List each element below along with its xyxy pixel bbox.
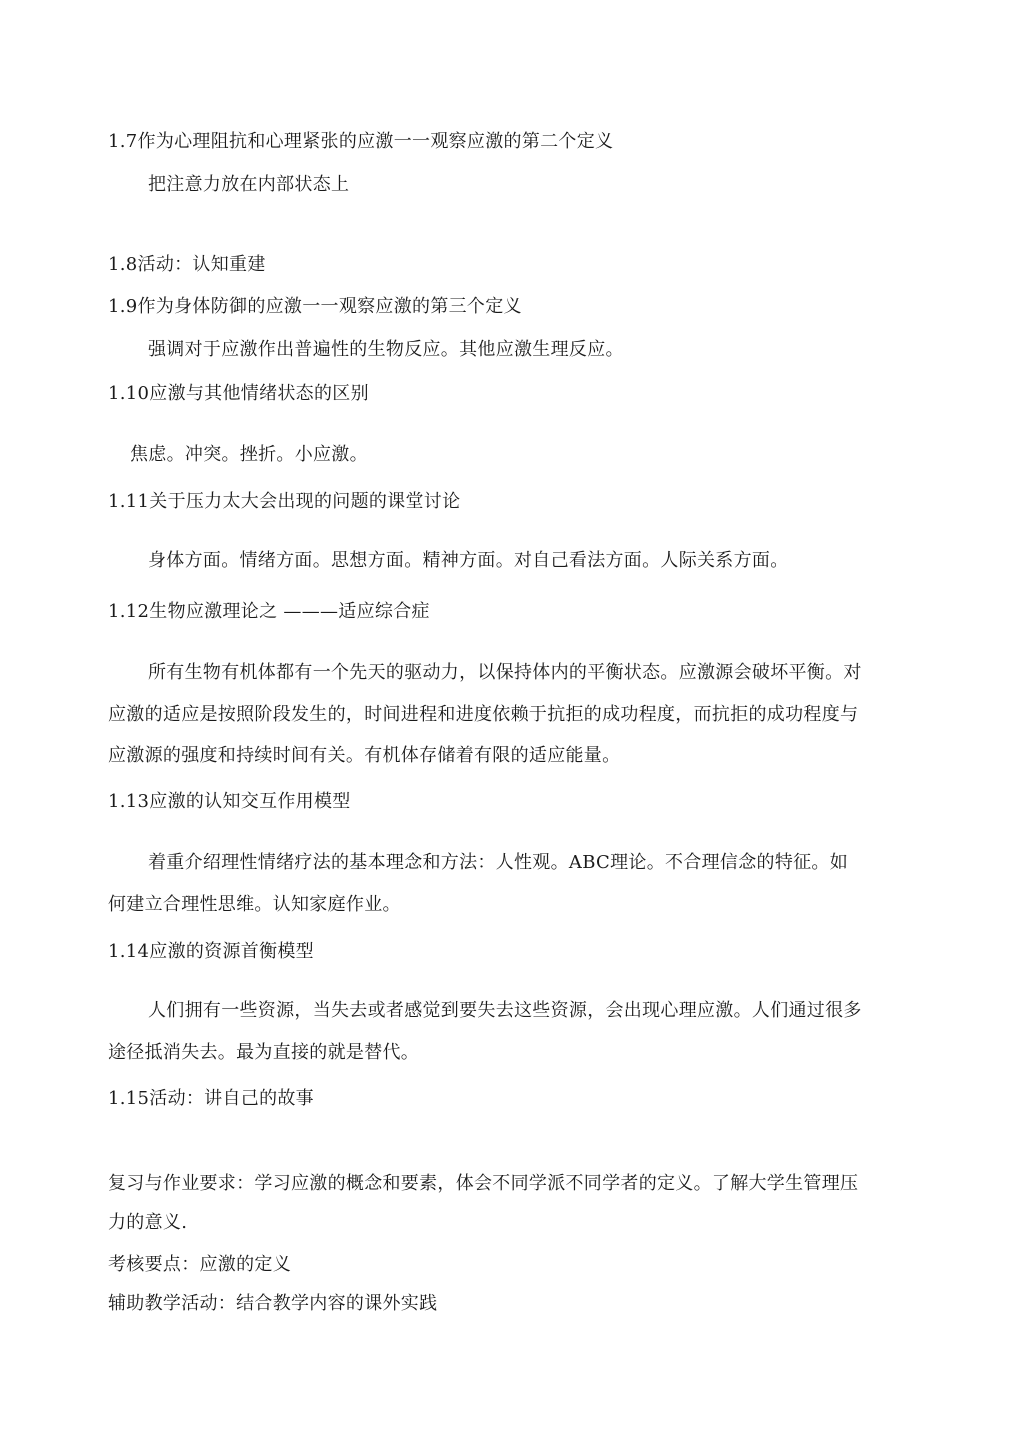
auxiliary-teaching-activity: 辅助教学活动：结合教学内容的课外实践 bbox=[108, 1293, 438, 1314]
section-body-1-11: 身体方面。情绪方面。思想方面。精神方面。对自己看法方面。人际关系方面。 bbox=[148, 550, 789, 571]
section-heading-1-15: 1.15活动：讲自己的故事 bbox=[108, 1088, 314, 1109]
section-heading-1-8: 1.8活动：认知重建 bbox=[108, 254, 266, 275]
section-heading-1-13: 1.13应激的认知交互作用模型 bbox=[108, 791, 351, 812]
section-heading-1-9: 1.9作为身体防御的应激一一观察应激的第三个定义 bbox=[108, 296, 522, 317]
section-body-1-14-line-2: 途径抵消失去。最为直接的就是替代。 bbox=[108, 1042, 420, 1063]
section-heading-1-7: 1.7作为心理阻抗和心理紧张的应激一一观察应激的第二个定义 bbox=[108, 131, 614, 152]
section-heading-1-12: 1.12生物应激理论之 ———适应综合症 bbox=[108, 601, 430, 622]
review-requirements-line-1: 复习与作业要求：学习应激的概念和要素，体会不同学派不同学者的定义。了解大学生管理压 bbox=[108, 1173, 859, 1194]
section-heading-1-14: 1.14应激的资源首衡模型 bbox=[108, 941, 314, 962]
review-requirements-line-2: 力的意义. bbox=[108, 1212, 188, 1233]
section-body-1-10: 焦虑。冲突。挫折。小应激。 bbox=[130, 444, 368, 465]
section-body-1-12-line-3: 应激源的强度和持续时间有关。有机体存储着有限的适应能量。 bbox=[108, 745, 621, 766]
section-body-1-13-line-1: 着重介绍理性情绪疗法的基本理念和方法：人性观。ABC理论。不合理信念的特征。如 bbox=[148, 852, 849, 873]
section-heading-1-11: 1.11关于压力太大会出现的问题的课堂讨论 bbox=[108, 491, 461, 512]
section-heading-1-10: 1.10应激与其他情绪状态的区别 bbox=[108, 383, 369, 404]
section-body-1-9: 强调对于应激作出普遍性的生物反应。其他应激生理反应。 bbox=[148, 339, 624, 360]
section-body-1-12-line-2: 应激的适应是按照阶段发生的，时间进程和进度依赖于抗拒的成功程度，而抗拒的成功程度与 bbox=[108, 704, 859, 725]
section-body-1-14-line-1: 人们拥有一些资源，当失去或者感觉到要失去这些资源，会出现心理应激。人们通过很多 bbox=[148, 1000, 862, 1021]
section-body-1-7: 把注意力放在内部状态上 bbox=[148, 174, 350, 195]
section-body-1-13-line-2: 何建立合理性思维。认知家庭作业。 bbox=[108, 894, 401, 915]
exam-key-points: 考核要点：应激的定义 bbox=[108, 1254, 291, 1275]
section-body-1-12-line-1: 所有生物有机体都有一个先天的驱动力，以保持体内的平衡状态。应激源会破坏平衡。对 bbox=[148, 662, 862, 683]
